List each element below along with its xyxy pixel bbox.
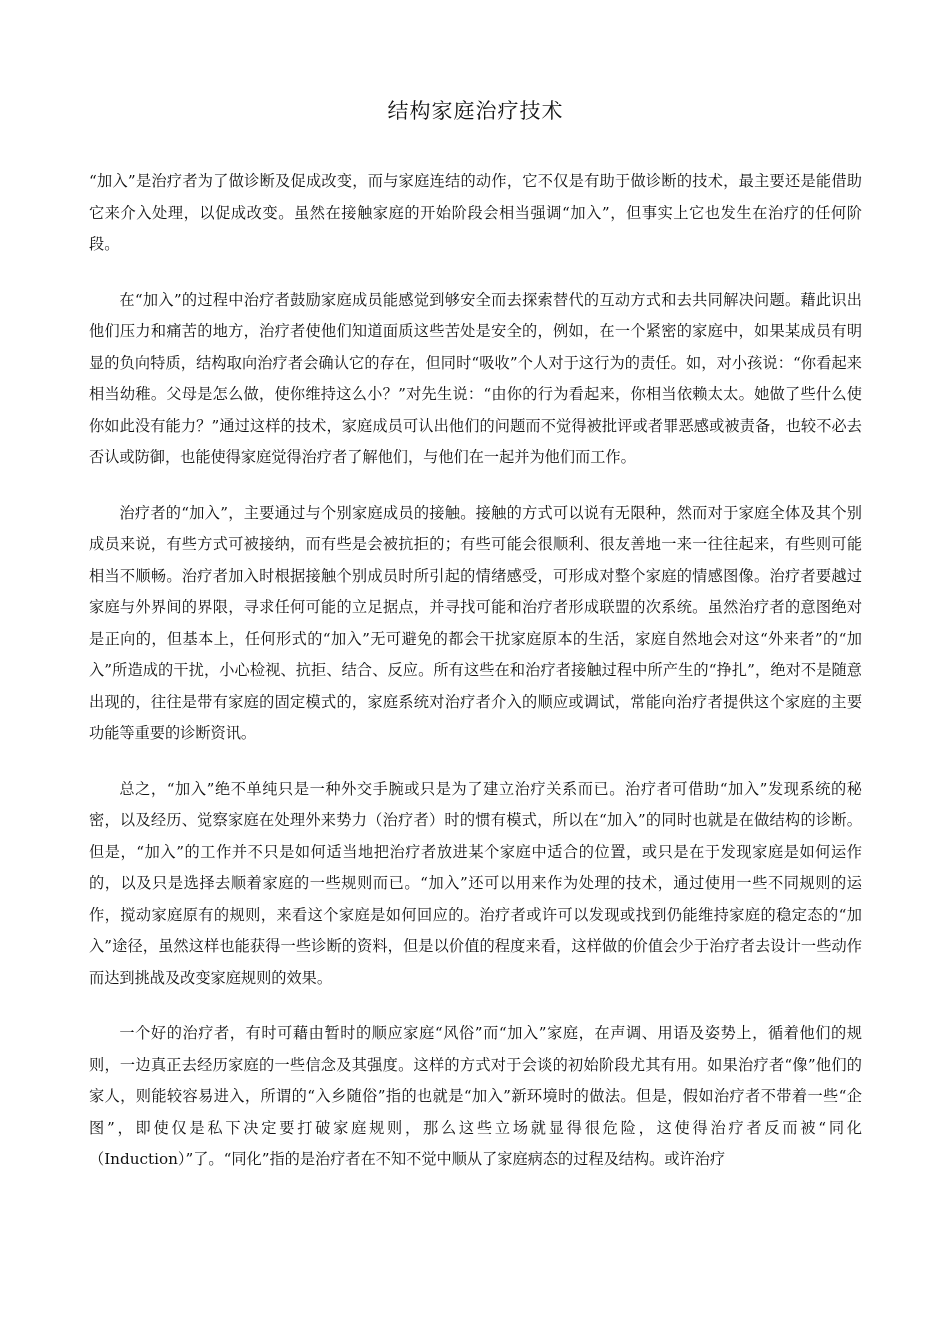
document-title: 结构家庭治疗技术	[387, 99, 564, 123]
paragraph-1: “加入”是治疗者为了做诊断及促成改变，而与家庭连结的动作，它不仅是有助于做诊断的技术，最主要还是能借助它来介入处理，以促成改变。虽然在接触家庭的开始阶段会相当强调“加入”，但事实上它也发生在治疗的任何阶段。	[89, 172, 862, 253]
paragraph-5: 一个好的治疗者，有时可藉由暂时的顺应家庭“风俗”而“加入”家庭，在声调、用语及姿势上，循着他们的规则，一边真正去经历家庭的一些信念及其强度。这样的方式对于会谈的初始阶段尤其有用。如果治疗者“像”他们的家人，则能较容易进入，所谓的“入乡随俗”指的也就是“加入”新环境时的做法。但是，假如治疗者不带着一些“企图”，即使仅是私下决定要打破家庭规则，那么这些立场就显得很危险，这使得治疗者反而被“同化（Induction）”了。“同化”指的是治疗者在不知不觉中顺从了家庭病态的过程及结构。或许治疗	[89, 1024, 862, 1168]
paragraph-2: 在“加入”的过程中治疗者鼓励家庭成员能感觉到够安全而去探索替代的互动方式和去共同解决问题。藉此识出他们压力和痛苦的地方，治疗者使他们知道面质这些苦处是安全的，例如，在一个紧密的家庭中，如果某成员有明显的负向特质，结构取向治疗者会确认它的存在，但同时“吸收”个人对于这行为的责任。如，对小孩说：“你看起来相当幼稚。父母是怎么做，使你维持这么小？”对先生说：“由你的行为看起来，你相当依赖太太。她做了些什么使你如此没有能力？”通过这样的技术，家庭成员可认出他们的问题而不觉得被批评或者罪恶感或被责备，也较不必去否认或防御，也能使得家庭觉得治疗者了解他们，与他们在一起并为他们而工作。	[89, 290, 862, 466]
paragraph-3: 治疗者的“加入”，主要通过与个别家庭成员的接触。接触的方式可以说有无限种，然而对于家庭全体及其个别成员来说，有些方式可被接纳，而有些是会被抗拒的；有些可能会很顺利、很友善地一来一往往起来，有些则可能相当不顺畅。治疗者加入时根据接触个别成员时所引起的情绪感受，可形成对整个家庭的情感图像。治疗者要越过家庭与外界间的界限，寻求任何可能的立足据点，并寻找可能和治疗者形成联盟的次系统。虽然治疗者的意图绝对是正向的，但基本上，任何形式的“加入”无可避免的都会干扰家庭原本的生活，家庭自然地会对这“外来者”的“加入”所造成的干扰，小心检视、抗拒、结合、反应。所有这些在和治疗者接触过程中所产生的“挣扎”，绝对不是随意出现的，往往是带有家庭的固定模式的，家庭系统对治疗者介入的顺应或调试，常能向治疗者提供这个家庭的主要功能等重要的诊断资讯。	[89, 503, 862, 742]
paragraph-4: 总之，“加入”绝不单纯只是一种外交手腕或只是为了建立治疗关系而已。治疗者可借助“加入”发现系统的秘密，以及经历、觉察家庭在处理外来势力（治疗者）时的惯有模式，所以在“加入”的同时也就是在做结构的诊断。但是，“加入”的工作并不只是如何适当地把治疗者放进某个家庭中适合的位置，或只是在于发现家庭是如何运作的，以及只是选择去顺着家庭的一些规则而已。“加入”还可以用来作为处理的技术，通过使用一些不同规则的运作，搅动家庭原有的规则，来看这个家庭是如何回应的。治疗者或许可以发现或找到仍能维持家庭的稳定态的“加入”途径，虽然这样也能获得一些诊断的资料，但是以价值的程度来看，这样做的价值会少于治疗者去设计一些动作而达到挑战及改变家庭规则的效果。	[89, 779, 862, 987]
